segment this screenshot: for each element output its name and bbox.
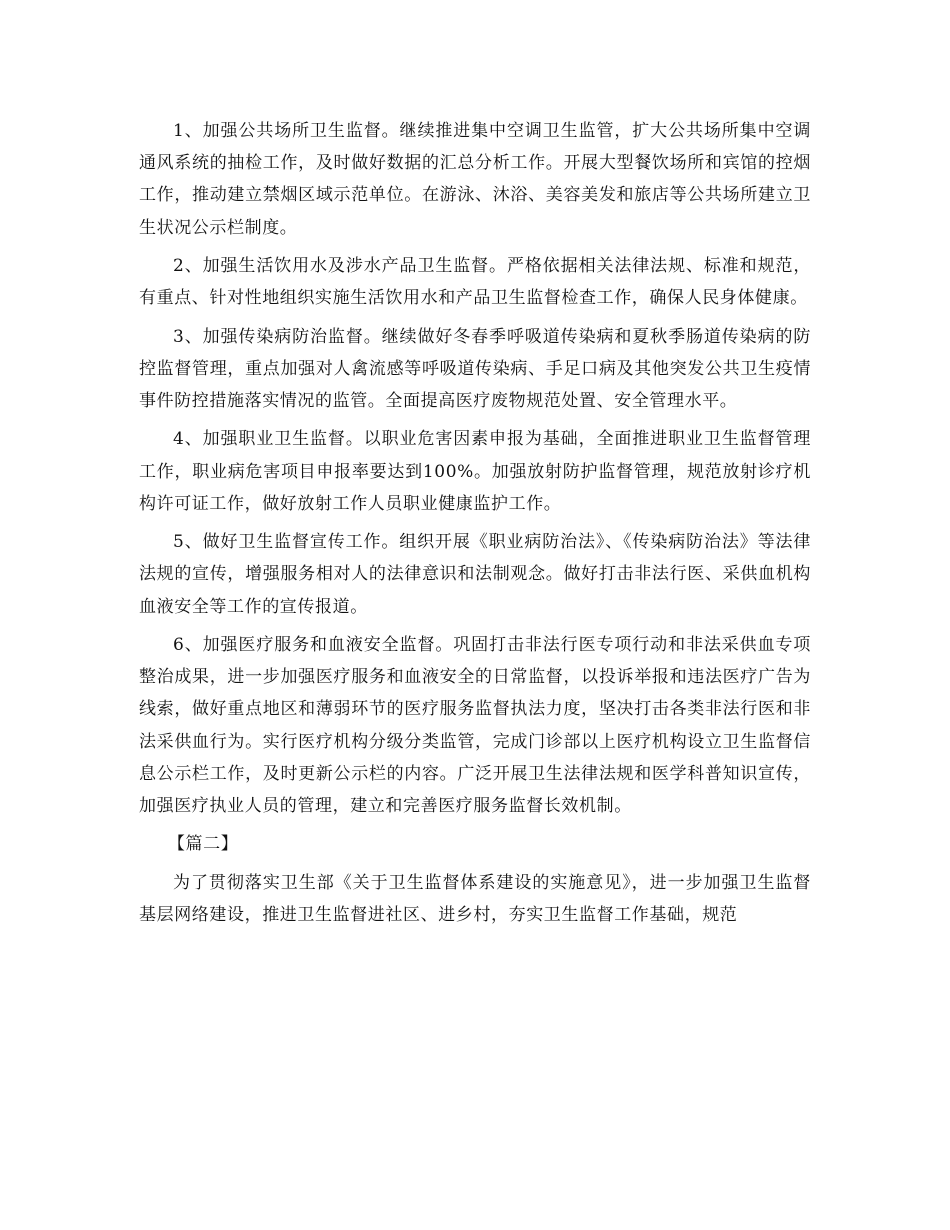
paragraph-occupational-health: 4、加强职业卫生监督。以职业危害因素申报为基础，全面推进职业卫生监督管理工作，职业病危害项目申报率要达到100%。加强放射防护监督管理，规范放射诊疗机构许可证工作，做好放射工作人员职业健康监护工作。 [139, 429, 811, 514]
paragraph-infectious-disease: 3、加强传染病防治监督。继续做好冬春季呼吸道传染病和夏秋季肠道传染病的防控监督管理，重点加强对人禽流感等呼吸道传染病、手足口病及其他突发公共卫生疫情事件防控措施落实情况的监管。全面提高医疗废物规范处置、安全管理水平。 [139, 326, 811, 411]
paragraph-public-places: 1、加强公共场所卫生监督。继续推进集中空调卫生监管，扩大公共场所集中空调通风系统的抽检工作，及时做好数据的汇总分析工作。开展大型餐饮场所和宾馆的控烟工作，推动建立禁烟区域示范单位。在游泳、沐浴、美容美发和旅店等公共场所建立卫生状况公示栏制度。 [139, 121, 811, 238]
paragraph-drinking-water: 2、加强生活饮用水及涉水产品卫生监督。严格依据相关法律法规、标准和规范，有重点、针对性地组织实施生活饮用水和产品卫生监督检查工作，确保人民身体健康。 [139, 256, 811, 309]
section-heading-part-two: 【篇二】 [167, 834, 239, 855]
document-body [139, 115, 811, 937]
paragraph-part-two-intro: 为了贯彻落实卫生部《关于卫生监督体系建设的实施意见》，进一步加强卫生监督基层网络建设，推进卫生监督进社区、进乡村，夯实卫生监督工作基础，规范 [139, 872, 811, 925]
paragraph-publicity: 5、做好卫生监督宣传工作。组织开展《职业病防治法》、《传染病防治法》等法律法规的宣传，增强服务相对人的法律意识和法制观念。做好打击非法行医、采供血机构血液安全等工作的宣传报道。 [139, 532, 811, 617]
paragraph-medical-services: 6、加强医疗服务和血液安全监督。巩固打击非法行医专项行动和非法采供血专项整治成果，进一步加强医疗服务和血液安全的日常监督，以投诉举报和违法医疗广告为线索，做好重点地区和薄弱环节的医疗服务监督执法力度，坚决打击各类非法行医和非法采供血行为。实行医疗机构分级分类监管，完成门诊部以上医疗机构设立卫生监督信息公示栏工作，及时更新公示栏的内容。广泛开展卫生法律法规和医学科普知识宣传，加强医疗执业人员的管理，建立和完善医疗服务监督长效机制。 [139, 634, 811, 816]
